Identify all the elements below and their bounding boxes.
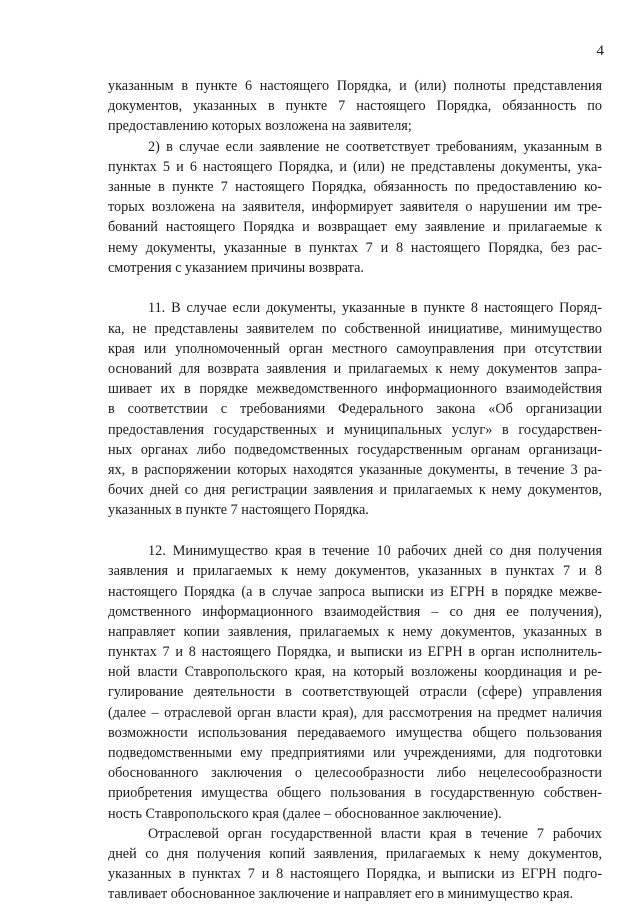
text-line: торых возложена на заявителя, информирует заявителя о нарушении им тре- (108, 199, 602, 216)
text-line: указанных в пункте 7 настоящего Порядка. (108, 502, 369, 519)
text-line: шивает их в порядке межведомственного информационного взаимодействия (108, 381, 602, 398)
text-line: бочих дней со дня регистрации заявления и прилагаемых к нему документов, (108, 482, 602, 499)
text-line: нему документы, указанные в пунктах 7 и 8 настоящего Порядка, без рас- (108, 239, 602, 256)
text-line: указанных в пунктах 7 и 8 настоящего Порядка, и выписки из ЕГРН подго- (108, 866, 602, 883)
text-line: приобретения имущества общего пользования в государственную собствен- (108, 785, 602, 802)
text-line: пунктах 5 и 6 настоящего Порядка, и (или) не представлены документы, ука- (108, 158, 602, 175)
text-line: ной власти Ставропольского края, на который возложены координация и ре- (108, 664, 602, 681)
text-line: 2) в случае если заявление не соответствует требованиям, указанным в (148, 138, 602, 155)
paragraph-gap (108, 278, 602, 299)
text-line: дней со дня получения копий заявления, прилагаемых к нему документов, (108, 845, 602, 862)
text-line: подведомственными ему предприятиями или учреждениями, для подготовки (108, 745, 602, 761)
text-line: предоставления государственных и муниципальных услуг» в государствен- (108, 421, 602, 438)
text-line: бований настоящего Порядка и возвращает ему заявление и прилагаемые к (108, 219, 602, 236)
text-line: домственного информационного взаимодействия – со дня ее получения), (108, 603, 602, 620)
text-line: ях, в распоряжении которых находятся указанные документы, в течение 3 ра- (108, 461, 602, 478)
paragraph-gap (108, 521, 602, 542)
text-line: смотрения с указанием причины возврата. (108, 259, 364, 276)
paragraph-point-11 (108, 298, 602, 520)
text-line: ность Ставропольского края (далее – обоснованное заключение). (108, 805, 502, 822)
text-line: гулирование деятельности в соответствующей отрасли (сфере) управления (108, 684, 602, 701)
paragraph-item-2 (108, 137, 602, 278)
text-line: предоставлению которых возложена на заявителя; (108, 118, 412, 135)
text-line: заявления и прилагаемых к нему документов, указанных в пунктах 7 и 8 (108, 563, 602, 580)
text-line: тавливает обоснованное заключение и направляет его в минимущество края. (108, 886, 574, 903)
text-line: указанным в пункте 6 настоящего Порядка, и (или) полноты представления (108, 78, 602, 94)
text-line: Отраслевой орган государственной власти края в течение 7 рабочих (148, 825, 602, 842)
paragraph-continuation (108, 76, 602, 137)
text-line: возможности использования передаваемого имущества общего пользования (108, 724, 602, 741)
text-line: ных органах либо подведомственных государственным органам организаци- (108, 441, 602, 458)
text-line: 11. В случае если документы, указанные в пункте 8 настоящего Поряд- (148, 300, 602, 317)
page-number: 4 (596, 43, 604, 59)
text-line: (далее – отраслевой орган власти края), для рассмотрения на предмет наличия (108, 704, 602, 721)
text-line: 12. Минимущество края в течение 10 рабочих дней со дня получения (148, 543, 602, 560)
text-line: обоснованного заключения о целесообразности либо нецелесообразности (108, 765, 602, 782)
text-line: пунктах 7 и 8 настоящего Порядка, и выписки из ЕГРН в орган исполнитель- (108, 644, 602, 661)
text-line: настоящего Порядка (а в случае запроса выписки из ЕГРН в порядке межве- (108, 583, 602, 600)
paragraph-sector-authority (108, 824, 602, 905)
text-line: края или уполномоченный орган местного самоуправления при отсутствии (108, 340, 602, 357)
text-line: в соответствии с требованиями Федерального закона «Об организации (108, 401, 602, 418)
text-line: ка, не представлены заявителем по собственной инициативе, минимущество (108, 320, 602, 337)
text-line: документов, указанных в пункте 7 настоящего Порядка, обязанность по (108, 98, 602, 115)
text-line: занные в пункте 7 настоящего Порядка, обязанность по предоставлению ко- (108, 178, 602, 195)
paragraph-point-12 (108, 541, 602, 824)
document-body (108, 76, 602, 905)
text-line: направляет копии заявления, прилагаемых к нему документов, указанных в (108, 623, 602, 640)
text-line: оснований для возврата заявления и прилагаемых к нему документов запра- (108, 361, 602, 378)
